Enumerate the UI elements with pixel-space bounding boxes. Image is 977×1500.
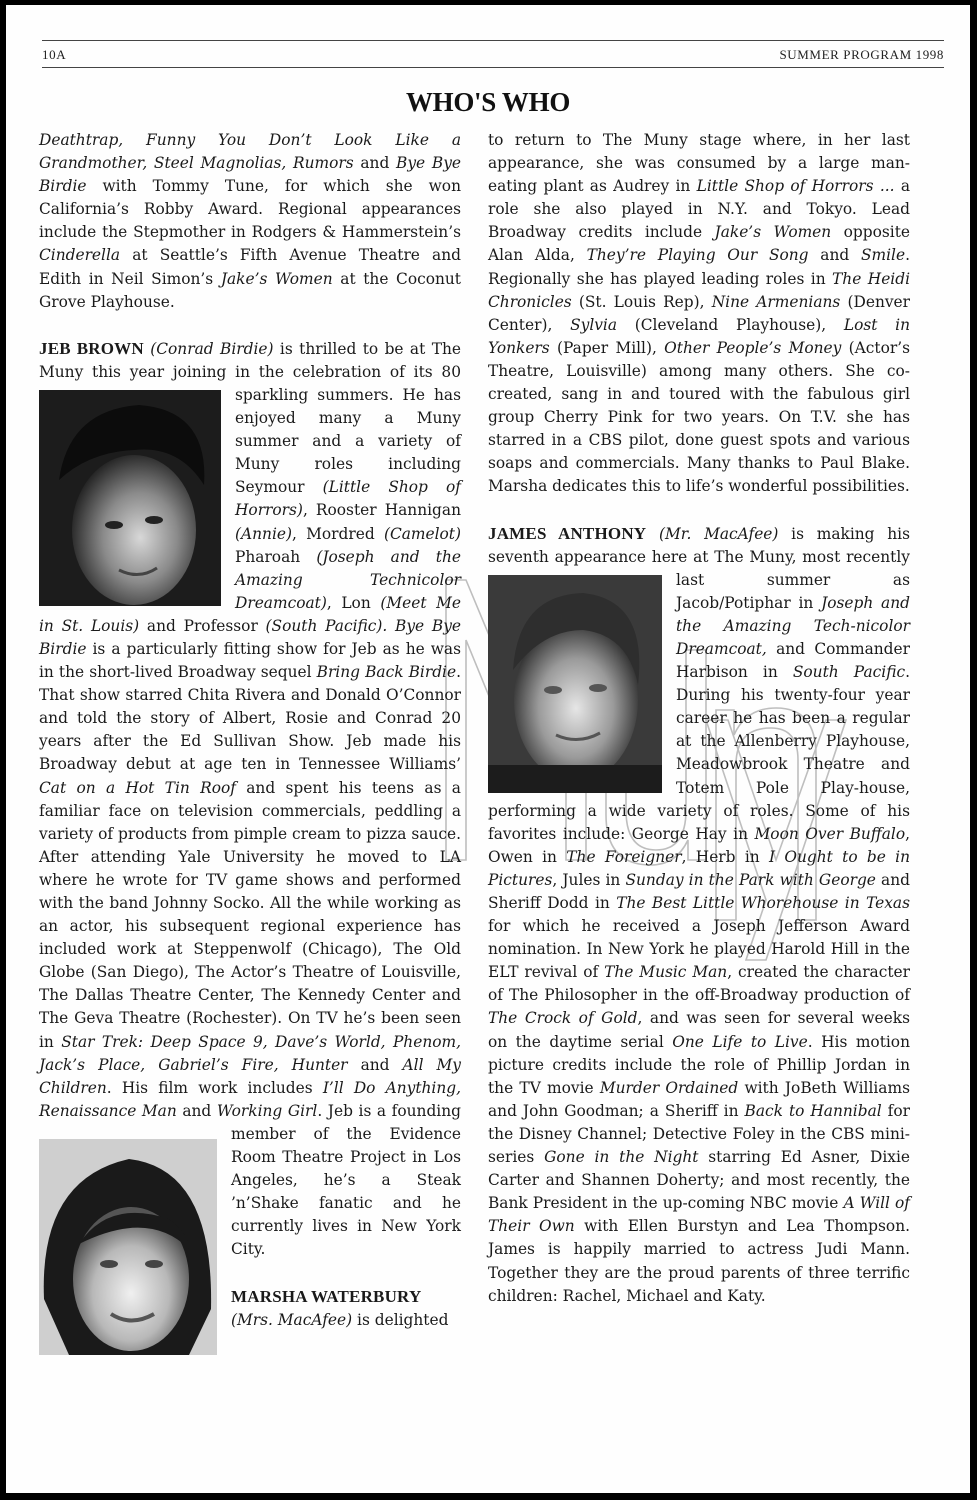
italic-title-text: One Life to Live [672, 1032, 808, 1051]
body-text: for which he received a Joseph Jefferson Award nomination. In New York he played Harold Hill in the ELT revival of [488, 917, 910, 982]
body-text: at the Coconut Grove Playhouse. [39, 269, 461, 311]
body-text: and [353, 154, 397, 173]
body-text: is a particularly fitting show for Jeb as he was in the short-lived Broadway sequel [39, 639, 461, 682]
program-page [6, 5, 970, 1493]
italic-title-text: Bring Back Birdie [316, 663, 457, 682]
body-text: is making his seventh appearance here at The Muny, most [488, 524, 910, 566]
body-text: and [347, 1055, 403, 1074]
italic-title-text: Gone in the Night [544, 1148, 699, 1167]
italic-title-text: Murder Ordained [599, 1078, 739, 1097]
body-text: . His film work includes [106, 1078, 323, 1097]
body-text: , Jules in [552, 870, 626, 889]
portrait-image [488, 575, 662, 793]
italic-title-text: Sunday in the Park with George [625, 870, 876, 889]
actor-role: (Mr. MacAfee) [659, 524, 779, 543]
italic-title-text: (Camelot) [383, 524, 461, 543]
italic-title-text: (South Pacific). Bye Bye Birdie [39, 616, 461, 658]
bio-marsha-continued [488, 129, 910, 499]
italic-title-text: The Heidi Chronicles [488, 269, 910, 311]
italic-title-text: Deathtrap, Funny You Don’t Look Like a Grandmother, Steel Magnolias, Rumors [39, 131, 461, 173]
body-text: and Commander Harbison in [676, 639, 910, 682]
actor-role: (Mrs. MacAfee) [231, 1310, 353, 1329]
italic-title-text: Back to Hannibal [744, 1101, 882, 1120]
body-text: a role she also played in N.Y. and Tokyo. Lead Broadway credits include [488, 177, 910, 242]
italic-title-text: All My Children [39, 1055, 461, 1097]
body-text: . His motion picture credits include the role of Phillip Jordan in the TV movie [488, 1032, 910, 1097]
italic-title-text: Little Shop of Horrors ... [696, 177, 895, 196]
italic-title-text: Cat on a Hot Tin Roof [39, 778, 236, 797]
italic-title-text: Jake’s Women [714, 223, 832, 242]
actor-role: (Conrad Birdie) [150, 339, 274, 358]
italic-title-text: The Best Little Whorehouse in Texas [616, 894, 910, 912]
italic-title-text: The Crock of Gold [488, 1009, 638, 1028]
italic-title-text: The Foreigner [566, 847, 682, 866]
bio-marsha-waterbury-intro: MARSHA WATERBURY (Mrs. MacAfee) is delighted [231, 1286, 449, 1329]
body-text: , Herb in [681, 847, 769, 866]
italic-title-text: I’ll Do Anything, Renaissance Man [39, 1078, 461, 1120]
italic-title-text: Smile [861, 246, 906, 265]
body-text: recently last summer as Jacob/Potiphar in [676, 547, 910, 612]
italic-title-text: I Ought to be in Pictures [488, 847, 910, 889]
actor-photo-jeb-brown [39, 390, 221, 606]
body-text: and [808, 246, 861, 265]
bio-james-anthony [488, 522, 910, 1308]
body-text: and Sheriff Dodd in [488, 870, 910, 912]
body-text: (St. Louis Rep), [571, 292, 712, 311]
body-text: . Jeb [317, 1101, 359, 1120]
body-text: (Actor’s Theatre, Louisville) among many others. She co-created, sang in and toured with the fabulous girl group Cherry Pink for two years. On T.V. she has starred in a CBS pilot, done guest spots and various soaps and commercials. Many thanks to Paul Blake. Marsha dedicates this to life’s wonderful possibilities. [488, 338, 911, 496]
italic-title-text: (Joseph and the Amazing Technicolor Dreamcoat) [235, 547, 461, 612]
italic-title-text: Joseph and the Amazing Tech-nicolor Dreamcoat, [676, 593, 910, 658]
body-text: and [176, 1101, 217, 1120]
right-column [488, 129, 910, 1308]
body-text: , Mordred [291, 524, 384, 543]
body-text: (Denver Center), [488, 292, 911, 334]
page-number: 10A [42, 47, 67, 62]
italic-title-text: Nine Armenians [711, 292, 841, 311]
body-text: with Tommy Tune, for which she won California’s Robby Award. Regional appearances include the Stepmother in Rodgers & Hammerstein’s [39, 177, 461, 242]
portrait-image [39, 390, 221, 606]
body-text: is a founding member of the Evidence Room Theatre Project in Los Angeles, he’s a Steak ’n’Shake fanatic and he currently lives in New York City. [231, 1101, 461, 1259]
italic-title-text: (Annie) [235, 524, 292, 543]
actor-name: JEB BROWN [39, 338, 144, 358]
italic-title-text: Working Girl [216, 1101, 318, 1120]
bio-jeb-brown [39, 337, 461, 1262]
body-text: is thrilled to be at The Muny this year joining in the celebration of [39, 339, 461, 381]
body-text: for the Disney Channel; Detective Foley in the CBS mini-series [488, 1101, 911, 1167]
body-text: (Cleveland Playhouse), [617, 315, 844, 334]
italic-title-text: Jake’s Women [220, 269, 333, 288]
body-text: (Paper Mill), [549, 338, 665, 357]
body-text: with JoBeth Williams and John Goodman; a Sheriff in [488, 1078, 910, 1120]
body-text: . Regionally she has played leading roles in [488, 246, 910, 288]
bio-continued [39, 129, 461, 314]
body-text: its 80 sparkling summers. He has enjoyed many a Muny summer and a variety of Muny roles including Seymour [235, 362, 461, 497]
body-text: with Ellen Burstyn and Lea Thompson. James is happily married to actress Judi Mann. Together they are the proud parents of three terrific children: Rachel, Michael and Katy. [488, 1217, 910, 1305]
body-text: starring Ed Asner, Dixie Carter and Shannen Doherty; and most recently, the Bank President in the up-coming NBC movie [488, 1148, 911, 1213]
italic-title-text: (Meet Me in St. Louis) [39, 593, 461, 635]
body-text: . During his twenty-four year career he has been a regular at the Allenberry Playhouse, Meadowbrook Theatre and Totem Pole Play-house, performing a wide variety of roles. Some of his favorites include: George Hay in [488, 663, 910, 843]
italic-title-text: Other People’s Money [664, 338, 842, 357]
italic-title-text: South Pacific [792, 663, 906, 682]
italic-title-text: Moon Over Buffalo [754, 824, 906, 843]
body-text: to return to The Muny stage where, in her last appearance, she was consumed by a large man-eating plant as Audrey in [488, 131, 910, 196]
body-text: , created the character of The Philosopher in the off-Broadway production of [488, 963, 910, 1005]
italic-title-text: Bye Bye Birdie [39, 154, 461, 196]
italic-title-text: Star Trek: Deep Space 9, Dave’s World, Phenom, Jack’s Place, Gabriel’s Fire, Hunter [39, 1032, 461, 1074]
publication-title: SUMMER PROGRAM 1998 [779, 47, 944, 62]
actor-photo-james-anthony [488, 575, 662, 793]
page-header [42, 40, 944, 68]
body-text: and Professor [139, 616, 266, 635]
body-text: Pharoah [235, 547, 317, 566]
actor-name: MARSHA WATERBURY [231, 1286, 422, 1306]
left-column [39, 129, 461, 1359]
body-text: . That show starred Chita Rivera and Donald O’Connor and told the story of Albert, Rosie and Conrad 20 years after the Ed Sullivan Show. Jeb made his Broadway debut at age ten in Tennessee Williams’ [39, 663, 461, 774]
body-text: opposite Alan Alda, [488, 223, 910, 265]
italic-title-text: A Will of Their Own [488, 1194, 910, 1236]
page-title: WHO'S WHO [405, 87, 571, 117]
italic-title-text: (Little Shop of Horrors) [235, 478, 461, 520]
actor-name: JAMES ANTHONY [488, 523, 647, 543]
body-text: , Lon [326, 593, 381, 612]
italic-title-text: Lost in Yonkers [488, 315, 910, 357]
body-text: , and was seen for several weeks on the daytime serial [488, 1009, 910, 1051]
italic-title-text: Sylvia [570, 315, 618, 334]
body-text: , Owen in [488, 824, 910, 866]
actor-photo-marsha-waterbury [39, 1139, 217, 1355]
body-text: and spent his teens as a familiar face on television commercials, peddling a variety of products from pimple cream to pizza sauce. After attending Yale University he moved to LA where he wrote for TV game shows and performed with the band Johnny Socko. All the while working as an actor, his subsequent regional experience has included work at Steppenwolf (Chicago), The Old Globe (San Diego), The Actor’s Theatre of Louisville, The Dallas Theatre Center, The Kennedy Center and The Geva Theatre (Rochester). On TV he’s been seen in [39, 778, 461, 1051]
italic-title-text: The Music Man [604, 963, 728, 982]
italic-title-text: Cinderella [39, 246, 121, 265]
body-text: at Seattle’s Fifth Avenue Theatre and Edith in Neil Simon’s [39, 246, 461, 288]
body-text: , Rooster Hannigan [302, 501, 461, 520]
italic-title-text: They’re Playing Our Song [586, 246, 809, 265]
portrait-image [39, 1139, 217, 1355]
